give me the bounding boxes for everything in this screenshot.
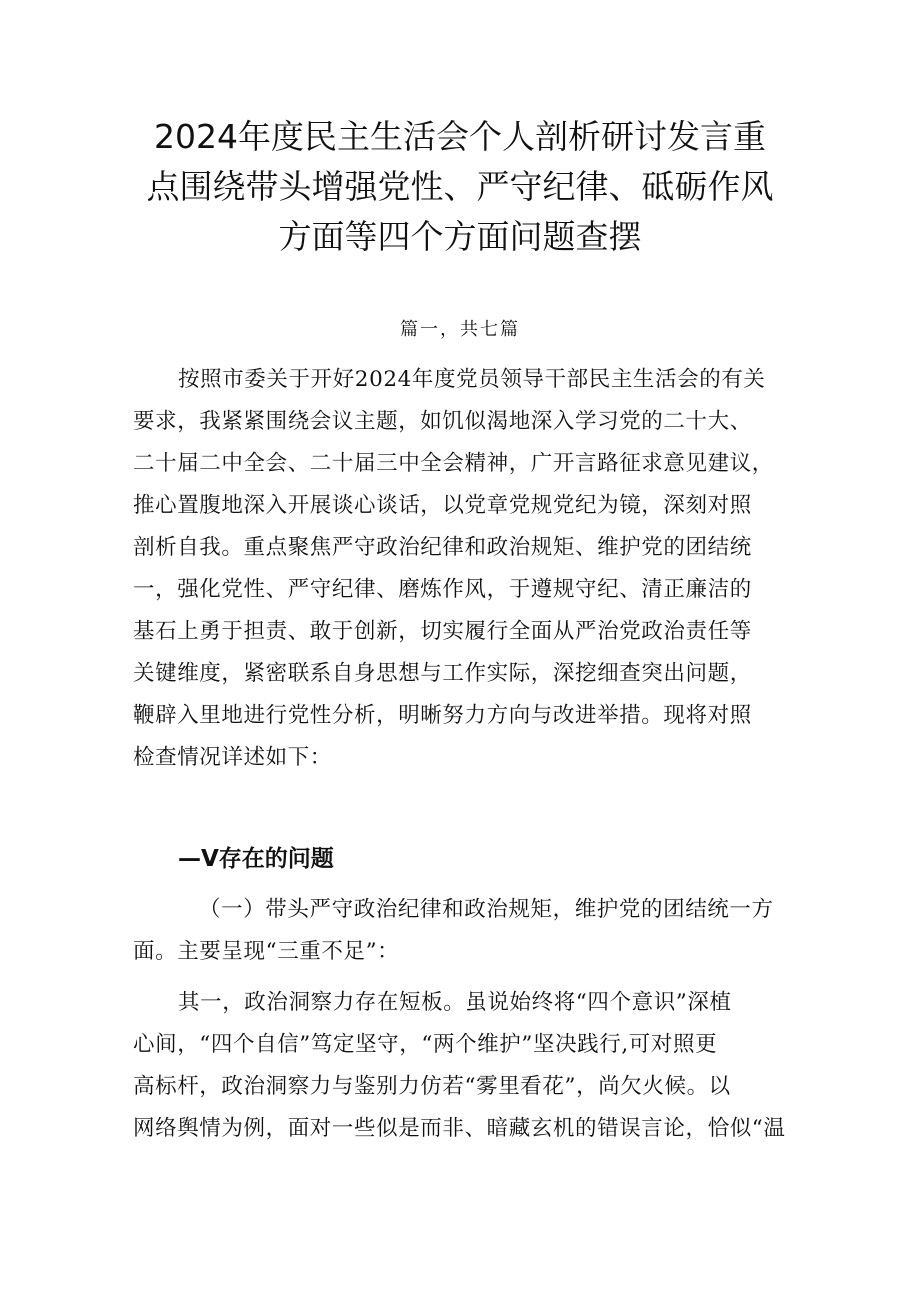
paragraph-line: 面。主要呈现“三重不足”： <box>133 939 400 964</box>
paragraph-line: 关键维度，紧密联系自身思想与工作实际，深挖细查突出问题， <box>133 661 752 686</box>
paragraph-line: 二十届二中全会、二十届三中全会精神，广开言路征求意见建议， <box>133 451 774 476</box>
paragraph-line: 一，强化党性、严守纪律、磨炼作风，于遵规守纪、清正廉洁的 <box>133 577 752 602</box>
title-line: 点围绕带头增强党性、严守纪律、砥砺作风 <box>146 167 774 206</box>
subsection-paragraph <box>133 889 803 973</box>
document-subtitle: 篇一，共七篇 <box>400 319 520 340</box>
paragraph-line: 网络舆情为例，面对一些似是而非、暗藏玄机的错误言论，恰似“温 <box>133 1116 786 1141</box>
point-paragraph <box>133 982 803 1150</box>
paragraph-line: 鞭辟入里地进行党性分析，明晰努力方向与改进举措。现将对照 <box>133 703 752 728</box>
intro-paragraph <box>133 359 803 779</box>
paragraph-line: 推心置腹地深入开展谈心谈话，以党章党规党纪为镜，深刻对照 <box>133 493 752 518</box>
paragraph-line: 基石上勇于担责、敢于创新，切实履行全面从严治党政治责任等 <box>133 619 752 644</box>
title-line: 2024年度民主生活会个人剖析研讨发言重 <box>154 117 766 156</box>
section-heading: —V存在的问题 <box>178 846 334 872</box>
paragraph-line: （一）带头严守政治纪律和政治规矩，维护党的团结统一方 <box>199 897 774 922</box>
paragraph-line: 其一，政治洞察力存在短板。虽说始终将“四个意识”深植 <box>178 990 732 1015</box>
paragraph-line: 心间，“四个自信”笃定坚守，“两个维护”坚决践行,可对照更 <box>133 1032 718 1057</box>
paragraph-line: 检查情况详述如下： <box>133 745 332 770</box>
paragraph-line: 剖析自我。重点聚焦严守政治纪律和政治规矩、维护党的团结统 <box>133 535 752 560</box>
paragraph-line: 按照市委关于开好2024年度党员领导干部民主生活会的有关 <box>178 367 766 392</box>
paragraph-line: 高标杆，政治洞察力与鉴别力仿若“雾里看花”，尚欠火候。以 <box>133 1074 731 1099</box>
document-title <box>130 112 790 262</box>
title-line: 方面等四个方面问题查摆 <box>278 217 642 256</box>
paragraph-line: 要求，我紧紧围绕会议主题，如饥似渴地深入学习党的二十大、 <box>133 409 752 434</box>
